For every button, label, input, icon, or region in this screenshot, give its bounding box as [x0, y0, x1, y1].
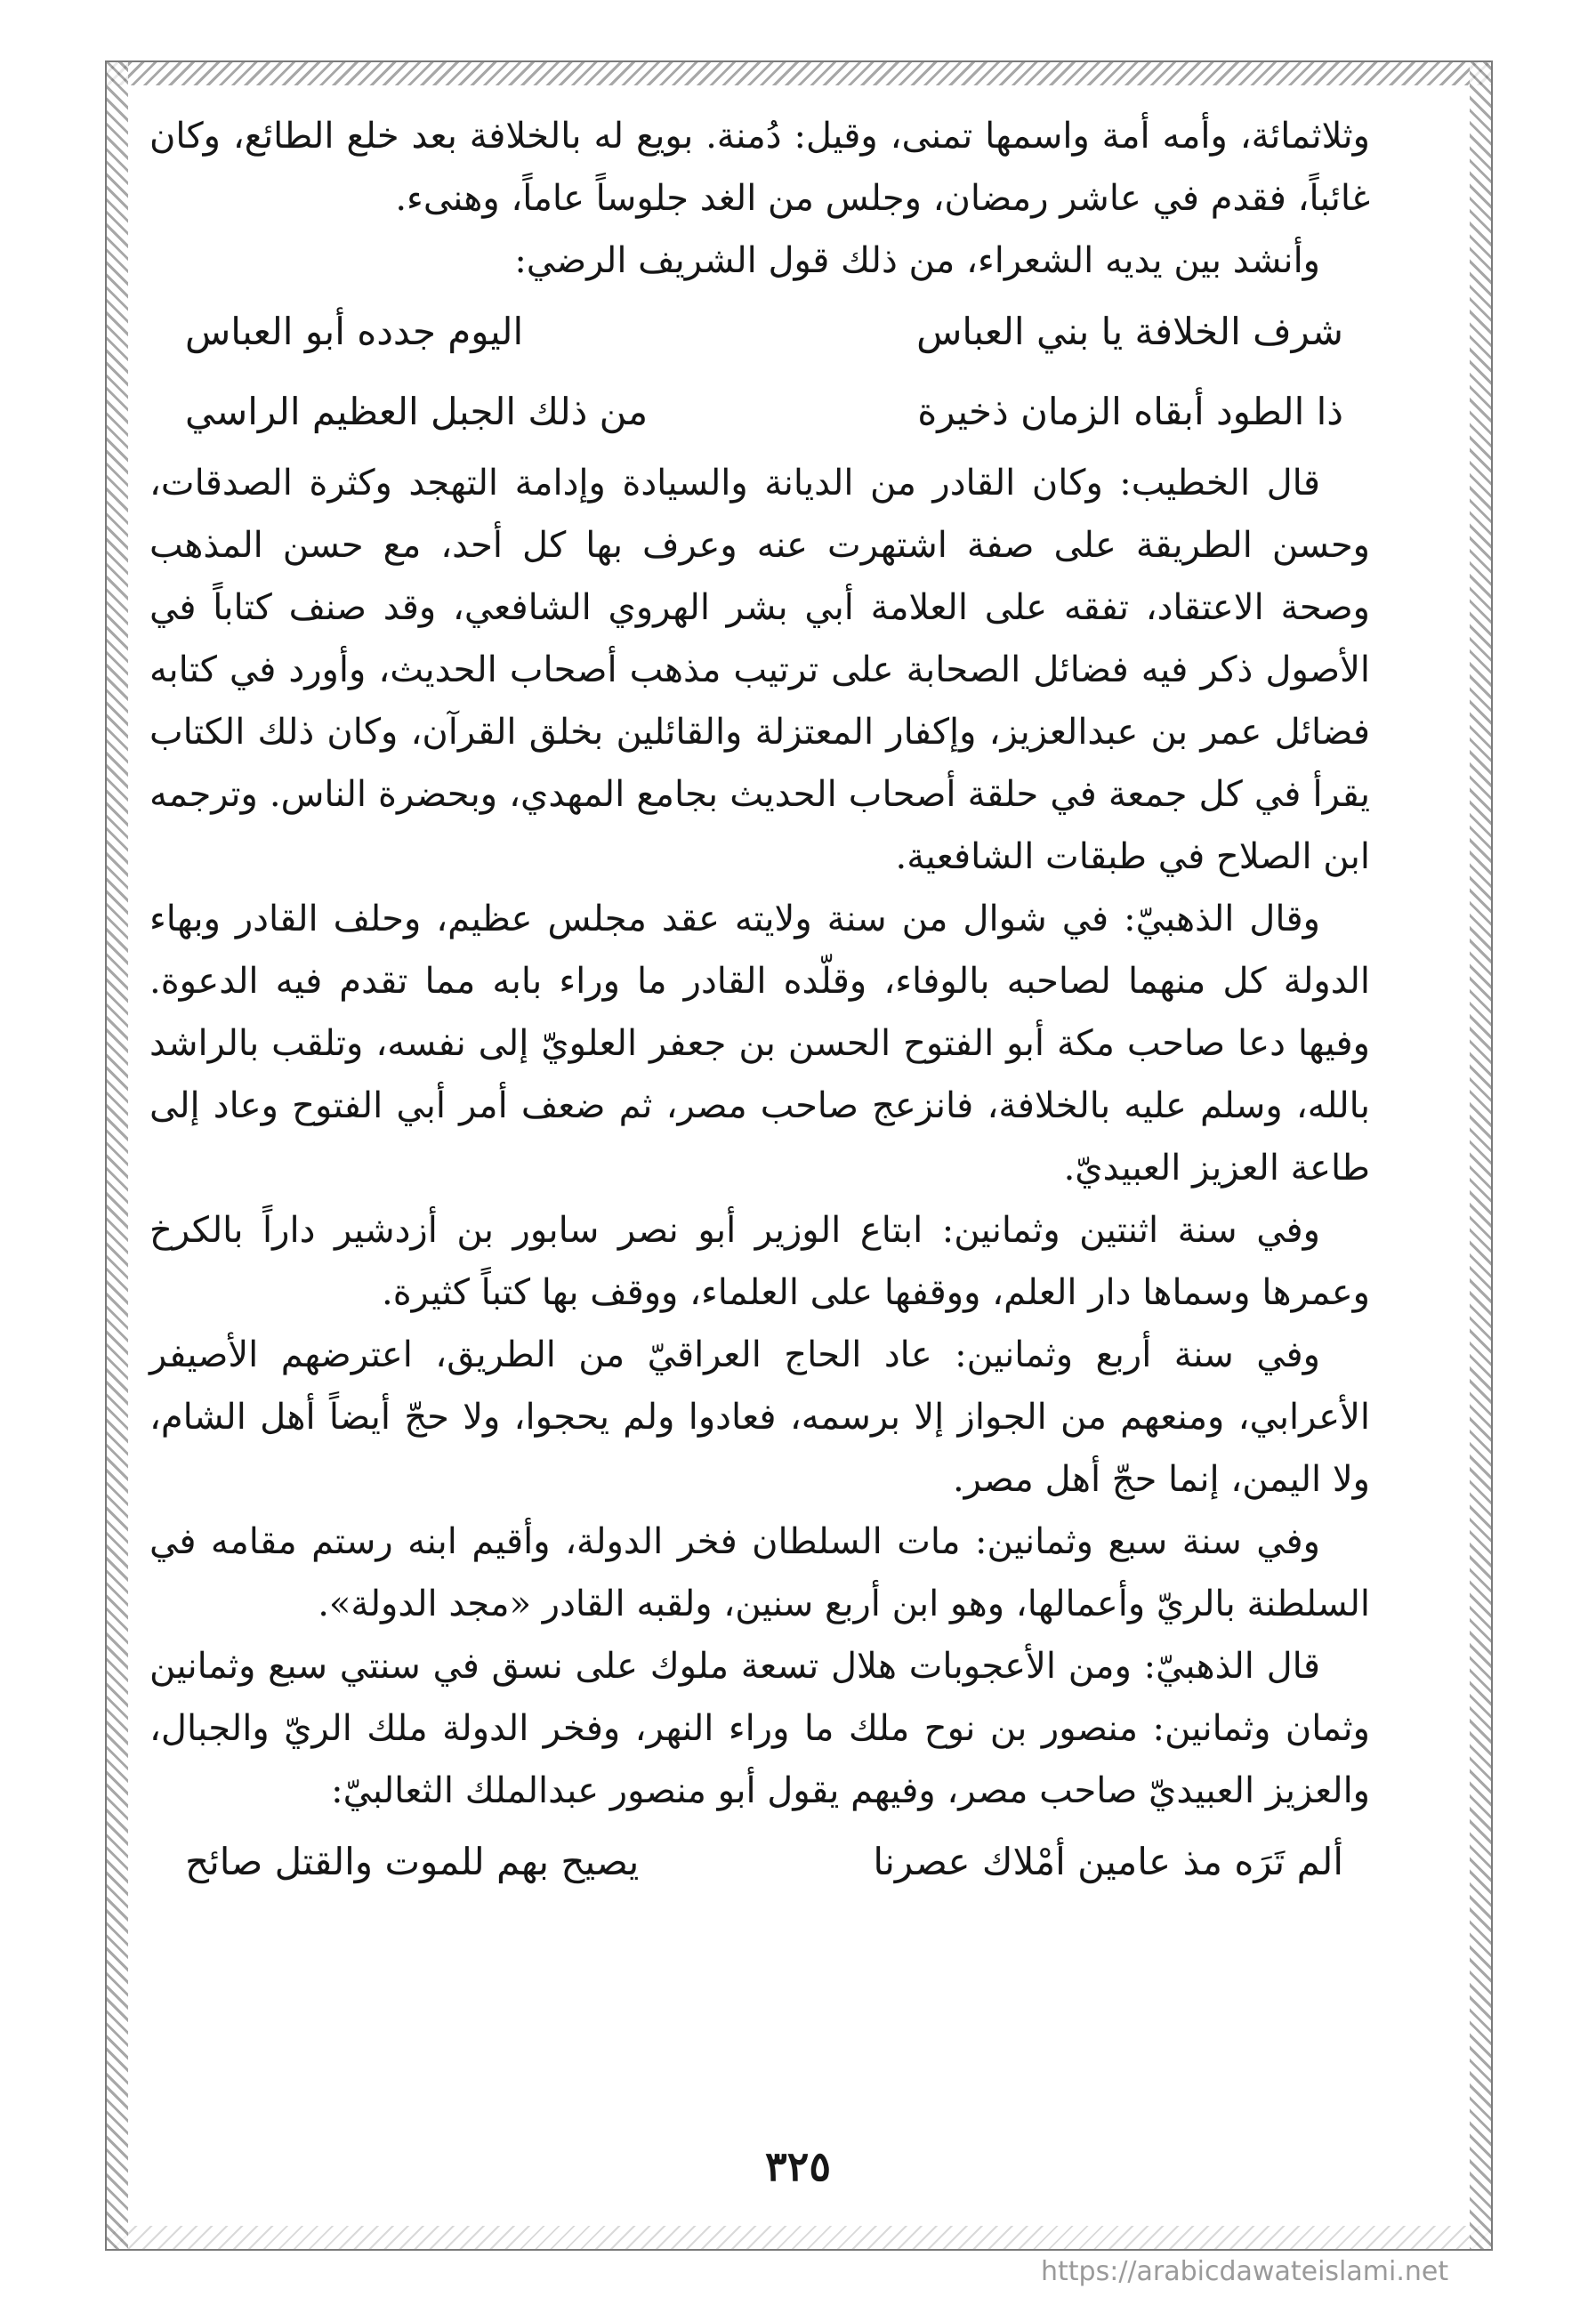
verse-hemistich-second: اليوم جدده أبو العباس [185, 310, 524, 353]
paragraph-dhahabi-shawwal: وقال الذهبيّ: في شوال من سنة ولايته عقد مجلس عظيم، وحلف القادر وبهاء الدولة كل منهما لصاحبه بالوفاء، وقلّده القادر ما وراء بابه مما تقدم فيه الدعوة. وفيها دعا صاحب مكة أبو الفتوح الحسن بن جعفر العلويّ إلى نفسه، وتلقب بالراشد بالله، وسلم عليه بالخلافة، فانزعج صاحب مصر، ثم ضعف أمر أبي الفتوح وعاد إلى طاعة العزيز العبيديّ. [149, 899, 1370, 1189]
page-number: ٣٢٥ [764, 2142, 832, 2190]
paragraph-khatib: قال الخطيب: وكان القادر من الديانة والسيادة وإدامة التهجد وكثرة الصدقات، وحسن الطريقة على صفة اشتهرت عنه وعرف بها كل أحد، مع حسن المذهب وصحة الاعتقاد، تفقه على العلامة أبي بشر الهروي الشافعي، وقد صنف كتاباً في الأصول ذكر فيه فضائل الصحابة على ترتيب مذهب أصحاب الحديث، وأورد في كتابه فضائل عمر بن عبدالعزيز، وإكفار المعتزلة والقائلين بخلق القرآن، وكان ذلك الكتاب يقرأ في كل جمعة في حلقة أصحاب الحديث بجامع المهدي، وبحضرة الناس. وترجمه ابن الصلاح في طبقات الشافعية. [149, 463, 1370, 877]
verse-hemistich-second: يصيح بهم للموت والقتل صائح [185, 1840, 640, 1883]
paragraph-dhahabi-kings: قال الذهبيّ: ومن الأعجوبات هلال تسعة ملوك على نسق في سنتي سبع وثمانين وثمان وثمانين: منصور بن نوح ملك ما وراء النهر، وفخر الدولة ملك الريّ والجبال، والعزيز العبيديّ صاحب مصر، وفيهم يقول أبو منصور عبدالملك الثعالبيّ: [149, 1646, 1370, 1811]
verse-hemistich-second: من ذلك الجبل العظيم الراسي [185, 390, 649, 433]
verse-line [149, 292, 1370, 372]
verse-hemistich-first: ألم تَرَه مذ عامين أمْلاك عصرنا [873, 1840, 1343, 1883]
paragraph-opening: وثلاثمائة، وأمه أمة واسمها تمنى، وقيل: دُمنة. بويع له بالخلافة بعد خلع الطائع، وكان غائباً، فقدم في عاشر رمضان، وجلس من الغد جلوساً عاماً، وهنىء. [149, 116, 1370, 219]
verse-line [149, 372, 1370, 452]
watermark-url: https://arabicdawateislami.net [1041, 2256, 1449, 2287]
page-text [149, 105, 1370, 1902]
verse-hemistich-first: ذا الطود أبقاه الزمان ذخيرة [917, 390, 1343, 433]
verse-line [149, 1822, 1370, 1902]
paragraph-year-84: وفي سنة أربع وثمانين: عاد الحاج العراقيّ من الطريق، اعترضهم الأصيفر الأعرابي، ومنعهم من الجواز إلا برسمه، فعادوا ولم يحجوا، ولا حجّ أيضاً أهل الشام، ولا اليمن، إنما حجّ أهل مصر. [149, 1334, 1370, 1500]
verse-hemistich-first: شرف الخلافة يا بني العباس [916, 310, 1343, 353]
verse-intro: وأنشد بين يديه الشعراء، من ذلك قول الشريف الرضي: [514, 240, 1320, 281]
paragraph-year-82: وفي سنة اثنتين وثمانين: ابتاع الوزير أبو نصر سابور بن أزدشير داراً بالكرخ وعمرها وسماها دار العلم، ووقفها على العلماء، ووقف بها كتباً كثيرة. [149, 1210, 1370, 1313]
paragraph-year-87: وفي سنة سبع وثمانين: مات السلطان فخر الدولة، وأقيم ابنه رستم مقامه في السلطنة بالريّ وأعمالها، وهو ابن أربع سنين، ولقبه القادر «مجد الدولة». [149, 1521, 1370, 1624]
